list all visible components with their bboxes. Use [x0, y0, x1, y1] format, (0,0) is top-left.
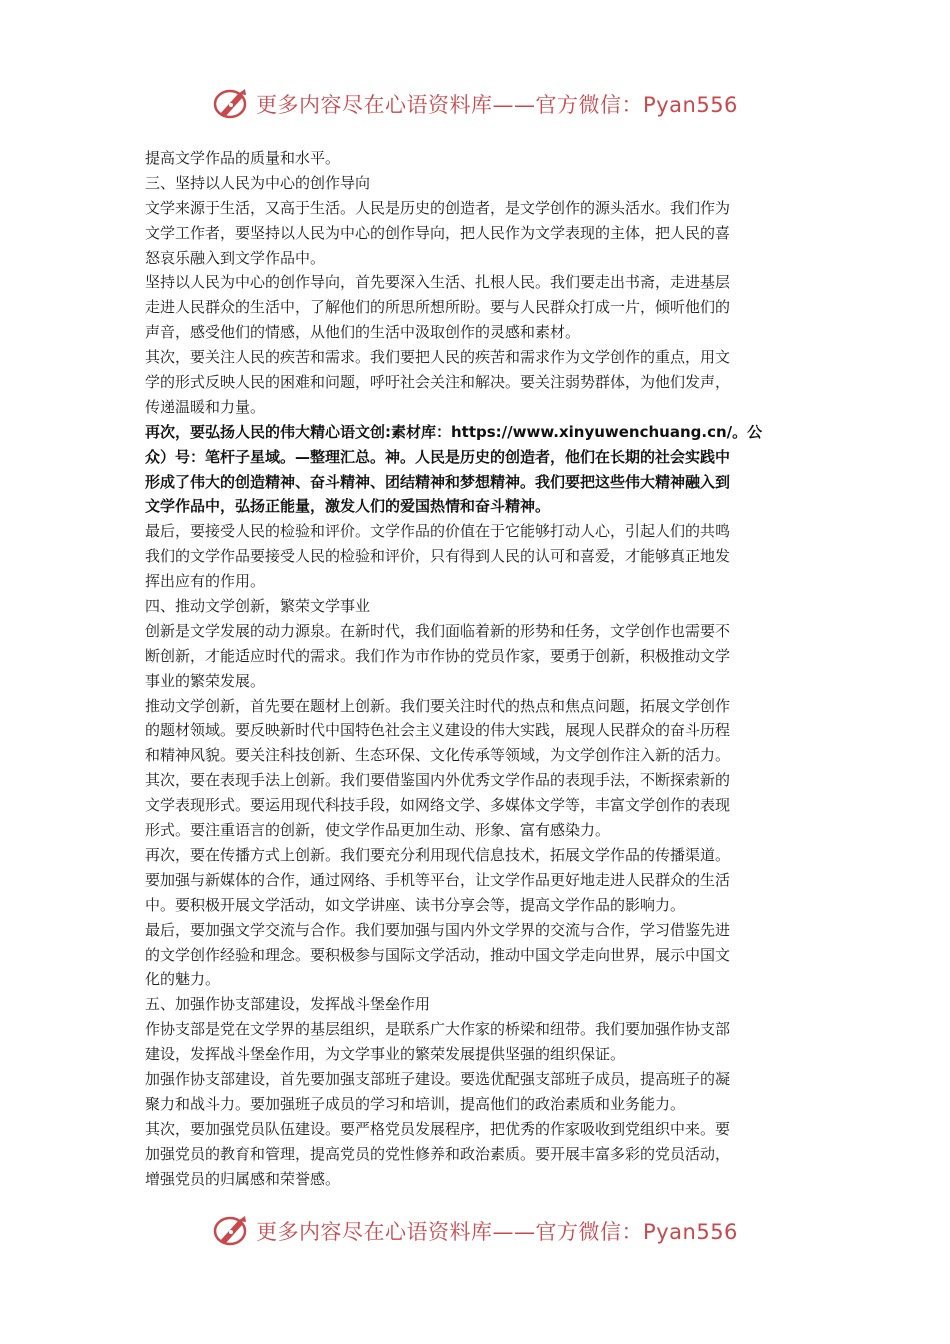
text-line: 中。要积极开展文学活动，如文学讲座、读书分享会等，提高文学作品的影响力。	[145, 895, 686, 914]
text-line: 我们的文学作品要接受人民的检验和评价，只有得到人民的认可和喜爱，才能够真正地发	[145, 547, 731, 566]
header-banner-text: 更多内容尽在心语资料库——官方微信：Pyan556	[256, 93, 738, 117]
text-line: 文学作品中，弘扬正能量，激发人们的爱国热情和奋斗精神。	[145, 497, 551, 516]
text-line: 传递温暖和力量。	[145, 397, 266, 416]
text-line: 再次，要在传播方式上创新。我们要充分利用现代信息技术，拓展文学作品的传播渠道。	[145, 845, 731, 864]
text-line: 最后，要接受人民的检验和评价。文学作品的价值在于它能够打动人心，引起人们的共鸣	[145, 522, 731, 541]
text-line: 坚持以人民为中心的创作导向，首先要深入生活、扎根人民。我们要走出书斋，走进基层	[145, 273, 731, 292]
text-line: 文学工作者，要坚持以人民为中心的创作导向，把人民作为文学表现的主体，把人民的喜	[145, 223, 731, 242]
text-line: 其次，要加强党员队伍建设。要严格党员发展程序，把优秀的作家吸收到党组织中来。要	[145, 1119, 731, 1138]
text-line: 其次，要在表现手法上创新。我们要借鉴国内外优秀文学作品的表现手法，不断探索新的	[145, 771, 731, 790]
text-line: 事业的繁荣发展。	[145, 671, 266, 690]
text-line: 文学来源于生活，又高于生活。人民是历史的创造者，是文学创作的源头活水。我们作为	[145, 198, 731, 217]
text-line: 增强党员的归属感和荣誉感。	[145, 1169, 341, 1188]
text-line: 声音，感受他们的情感，从他们的生活中汲取创作的灵感和素材。	[145, 323, 581, 342]
text-line: 建设，发挥战斗堡垒作用，为文学事业的繁荣发展提供坚强的组织保证。	[145, 1045, 626, 1064]
text-line: 形式。要注重语言的创新，使文学作品更加生动、形象、富有感染力。	[145, 821, 611, 840]
text-line: 三、坚持以人民为中心的创作导向	[145, 173, 371, 192]
footer-banner-text: 更多内容尽在心语资料库——官方微信：Pyan556	[256, 1220, 738, 1244]
pen-nib-logo-icon	[212, 86, 252, 122]
footer-banner	[0, 1211, 950, 1251]
document-body	[145, 146, 809, 1191]
text-line: 走进人民群众的生活中，了解他们的所思所想所盼。要与人民群众打成一片，倾听他们的	[145, 298, 731, 317]
text-line: 众）号：笔杆子星域。—整理汇总。神。人民是历史的创造者，他们在长期的社会实践中	[145, 447, 731, 466]
text-line: 断创新，才能适应时代的需求。我们作为市作协的党员作家，要勇于创新，积极推动文学	[145, 646, 731, 665]
text-line: 最后，要加强文学交流与合作。我们要加强与国内外文学界的交流与合作，学习借鉴先进	[145, 920, 731, 939]
text-line: 其次，要关注人民的疾苦和需求。我们要把人民的疾苦和需求作为文学创作的重点，用文	[145, 348, 731, 367]
text-line: 文学表现形式。要运用现代科技手段，如网络文学、多媒体文学等，丰富文学创作的表现	[145, 796, 731, 815]
pen-nib-logo-icon	[212, 1213, 252, 1249]
text-line: 再次，要弘扬人民的伟大精心语文创:素材库：https://www.xinyuwenchuang.cn/。公	[145, 422, 763, 441]
text-line: 学的形式反映人民的困难和问题，呼吁社会关注和解决。要关注弱势群体，为他们发声，	[145, 373, 731, 392]
text-line: 提高文学作品的质量和水平。	[145, 149, 341, 167]
text-line: 化的魅力。	[145, 970, 221, 989]
header-banner	[0, 84, 950, 124]
text-line: 推动文学创新，首先要在题材上创新。我们要关注时代的热点和焦点问题，拓展文学创作	[145, 696, 731, 715]
text-line: 加强作协支部建设，首先要加强支部班子建设。要选优配强支部班子成员，提高班子的凝	[145, 1069, 731, 1088]
text-line: 创新是文学发展的动力源泉。在新时代，我们面临着新的形势和任务，文学创作也需要不	[145, 621, 731, 640]
text-line: 加强党员的教育和管理，提高党员的党性修养和政治素质。要开展丰富多彩的党员活动，	[145, 1144, 731, 1163]
text-line: 挥出应有的作用。	[145, 572, 266, 591]
text-line: 作协支部是党在文学界的基层组织，是联系广大作家的桥梁和纽带。我们要加强作协支部	[145, 1020, 731, 1039]
text-line: 的题材领域。要反映新时代中国特色社会主义建设的伟大实践，展现人民群众的奋斗历程	[145, 721, 731, 740]
text-line: 四、推动文学创新，繁荣文学事业	[145, 597, 371, 616]
text-line: 五、加强作协支部建设，发挥战斗堡垒作用	[145, 995, 431, 1014]
text-line: 聚力和战斗力。要加强班子成员的学习和培训，提高他们的政治素质和业务能力。	[145, 1094, 686, 1113]
text-line: 形成了伟大的创造精神、奋斗精神、团结精神和梦想精神。我们要把这些伟大精神融入到	[145, 472, 731, 491]
text-line: 的文学创作经验和理念。要积极参与国际文学活动，推动中国文学走向世界，展示中国文	[145, 945, 731, 964]
text-line: 怒哀乐融入到文学作品中。	[145, 248, 326, 267]
text-line: 和精神风貌。要关注科技创新、生态环保、文化传承等领域，为文学创作注入新的活力。	[145, 746, 731, 765]
text-line: 要加强与新媒体的合作，通过网络、手机等平台，让文学作品更好地走进人民群众的生活	[145, 870, 731, 889]
